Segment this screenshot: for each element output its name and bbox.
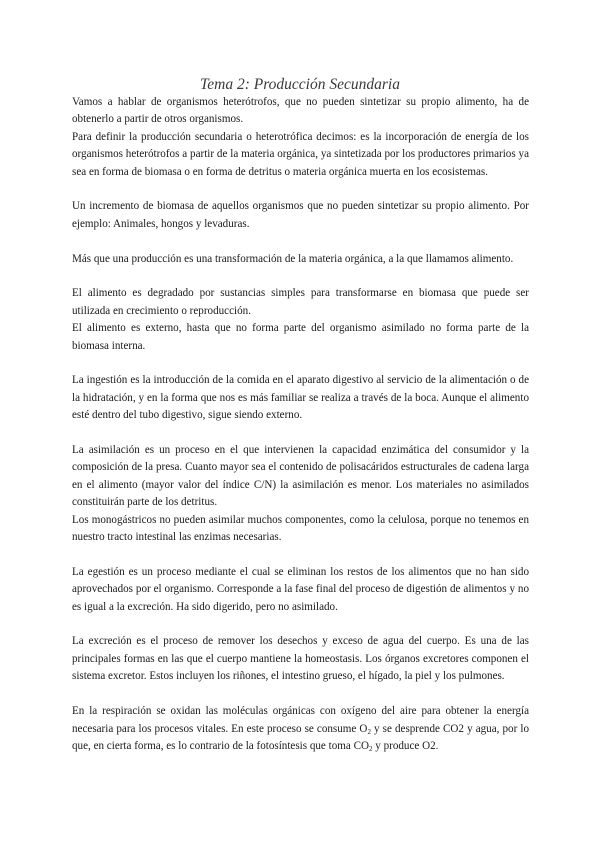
paragraph-heterotrofos: Vamos a hablar de organismos heterótrofos, que no pueden sintetizar su propio alimento, ha de obtenerlo a partir de otros organismos. <box>72 96 529 126</box>
paragraph-definicion: Para definir la producción secundaria o heterotrófica decimos: es la incorporación de energía de los organismos heterótrofos a partir de la materia orgánica, ya sintetizada por los productores primarios ya sea en forma de biomasa o en forma de detritus o materia orgánica muerta en los ecosistemas. <box>72 130 529 178</box>
paragraph-incremento-biomasa: Un incremento de biomasa de aquellos organismos que no pueden sintetizar su propio alimento. Por ejemplo: Animales, hongos y levaduras. <box>72 200 529 230</box>
respiracion-text-c: y produce O2. <box>372 739 439 752</box>
subscript-co2: 2 <box>368 744 373 753</box>
paragraph-egestion: La egestión es un proceso mediante el cual se eliminan los restos de los alimentos que no han sido aprovechados por el organismo. Corresponde a la fase final del proceso de digestión de alimentos y no es igual a la excreción. Ha sido digerido, pero no asimilado. <box>72 565 529 613</box>
paragraph-respiracion <box>72 703 529 755</box>
paragraph-alimento-degradado: El alimento es degradado por sustancias simples para transformarse en biomasa que puede ser utilizada en crecimiento o reproducción. <box>72 287 529 317</box>
page-title: Tema 2: Producción Secundaria <box>200 76 400 93</box>
paragraph-monogastricos: Los monogástricos no pueden asimilar muchos componentes, como la celulosa, porque no tenemos en nuestro tracto intestinal las enzimas necesarias. <box>72 513 529 544</box>
paragraph-ingestion: La ingestión es la introducción de la comida en el aparato digestivo al servicio de la alimentación o de la hidratación, y en la forma que nos es más familiar se realiza a través de la boca. Aunque el alimento esté dentro del tubo digestivo, sigue siendo externo. <box>72 374 529 422</box>
document-body <box>72 94 529 755</box>
paragraph-excrecion: La excreción es el proceso de remover los desechos y exceso de agua del cuerpo. Es una de las principales formas en las que el cuerpo mantiene la homeostasis. Los órganos excretores componen el sistema excretor. Estos incluyen los riñones, el intestino grueso, el hígado, la piel y los pulmones. <box>72 635 529 683</box>
paragraph-alimento-externo: El alimento es externo, hasta que no forma parte del organismo asimilado no forma parte de la biomasa interna. <box>72 322 529 352</box>
respiracion-text-b: y se desprende CO2 y agua, por lo que, en cierta forma, es lo contrario de la fotosíntesis que toma CO <box>72 722 529 752</box>
paragraph-asimilacion: La asimilación es un proceso en el que intervienen la capacidad enzimática del consumidor y la composición de la presa. Cuanto mayor sea el contenido de polisacáridos estructurales de cadena larga en el alimento (mayor valor del índice C/N) la asimilación es menor. Los materiales no asimilados constituirán parte de los detritus. <box>72 444 529 509</box>
subscript-o2: 2 <box>367 727 371 736</box>
paragraph-transformacion: Más que una producción es una transformación de la materia orgánica, a la que llamamos alimento. <box>72 252 514 265</box>
respiracion-text-a: En la respiración se oxidan las moléculas orgánicas con oxígeno del aire para obtener la energía necesaria para los procesos vitales. En este proceso se consume O <box>72 705 529 735</box>
